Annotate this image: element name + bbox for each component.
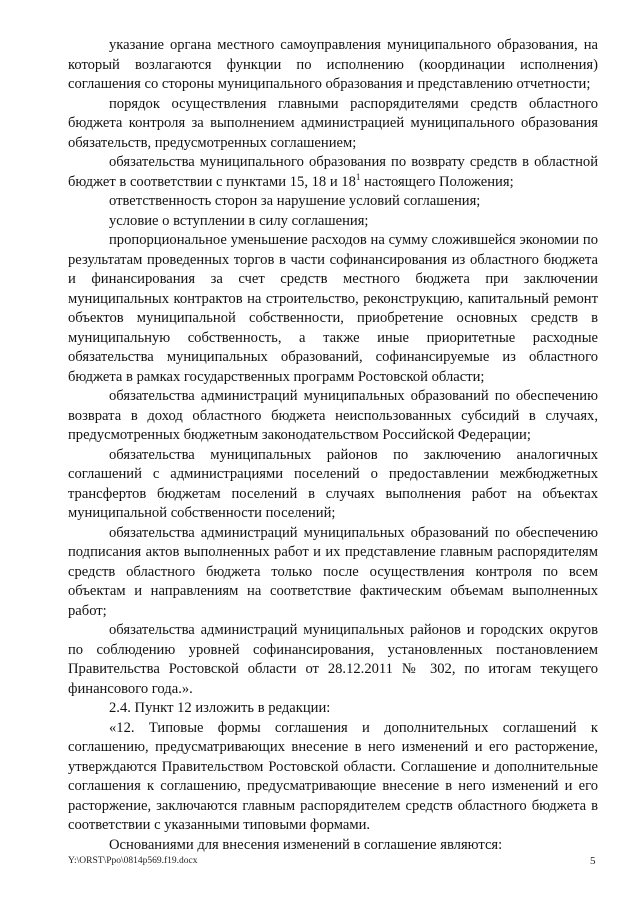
paragraph-entry-into-force: условие о вступлении в силу соглашения;: [109, 212, 369, 229]
paragraph-acts-signing: обязательства администраций муниципальных образований по обеспечению подписания актов выполненных работ и их представление главным распорядителям средств областного бюджета только после осуществления контроля по всем объектам и направлениям на соответствие фактическим объемам выполненных работ;: [68, 524, 598, 619]
paragraph-responsibility: ответственность сторон за нарушение условий соглашения;: [109, 193, 481, 209]
return-obligation-text: обязательства муниципального образования по возврату средств в областной бюджет в соответствии с пунктами 15, 18 и 18: [68, 154, 598, 190]
paragraph-cofinancing-levels: обязательства администраций муниципальных районов и городских округов по соблюдению уровней софинансирования, установленных постановлением Правительства Ростовской области от 28.12.2011 № 302, по итогам текущего финансового года.».: [68, 622, 598, 697]
return-obligation-tail: настоящего Положения;: [360, 173, 514, 190]
paragraph-return-obligation: [68, 153, 598, 192]
return-obligation-superscript: 1: [355, 171, 361, 182]
paragraph-proportional-reduction: пропорциональное уменьшение расходов на сумму сложившейся экономии по результатам проведенных торгов в части софинансирования из областного бюджета и финансирования за счет средств местного бюджета при заключении муниципальных контрактов на строительство, реконструкцию, капитальный ремонт объектов муниципальной собственности, приобретение основных средств в муниципальную собственность, а также иные приоритетные расходные обязательства муниципальных образований, софинансируемые из областного бюджета в рамках государственных программ Ростовской области;: [68, 232, 598, 385]
paragraph-grounds-for-changes: Основаниями для внесения изменений в соглашение являются:: [109, 836, 503, 853]
page-number: 5: [590, 855, 596, 867]
paragraph-control-procedure: порядок осуществления главными распорядителями средств областного бюджета контроля за выполнением администрацией муниципального образования обязательств, предусмотренных соглашением;: [68, 95, 598, 151]
document-body: [68, 36, 598, 855]
paragraph-reporting-authority: указание органа местного самоуправления муниципального образования, на который возлагаются функции по исполнению (координации исполнения) соглашения со стороны муниципального образования и представлению отчетности;: [68, 37, 598, 92]
paragraph-item-12: «12. Типовые формы соглашения и дополнительных соглашений к соглашению, предусматривающих внесение в него изменений и его расторжение, утверждаются Правительством Ростовской области. Соглашение и дополнительные соглашения к соглашению, предусматривающие внесение в него изменений и его расторжение, заключаются главным распорядителем средств областного бюджета в соответствии с указанными типовыми формами.: [68, 719, 598, 833]
paragraph-subsidy-return: обязательства администраций муниципальных образований по обеспечению возврата в доход областного бюджета неиспользованных субсидий в случаях, предусмотренных бюджетным законодательством Российской Федерации;: [68, 388, 598, 443]
paragraph-item-2-4: 2.4. Пункт 12 изложить в редакции:: [109, 700, 331, 716]
paragraph-district-agreements: обязательства муниципальных районов по заключению аналогичных соглашений с администрациями поселений о предоставлении межбюджетных трансфертов бюджетам поселений в случаях выполнения работ на объектах муниципальной собственности поселений;: [68, 446, 598, 521]
footer-file-path: Y:\ORST\Ppo\0814p569.f19.docx: [68, 856, 198, 866]
